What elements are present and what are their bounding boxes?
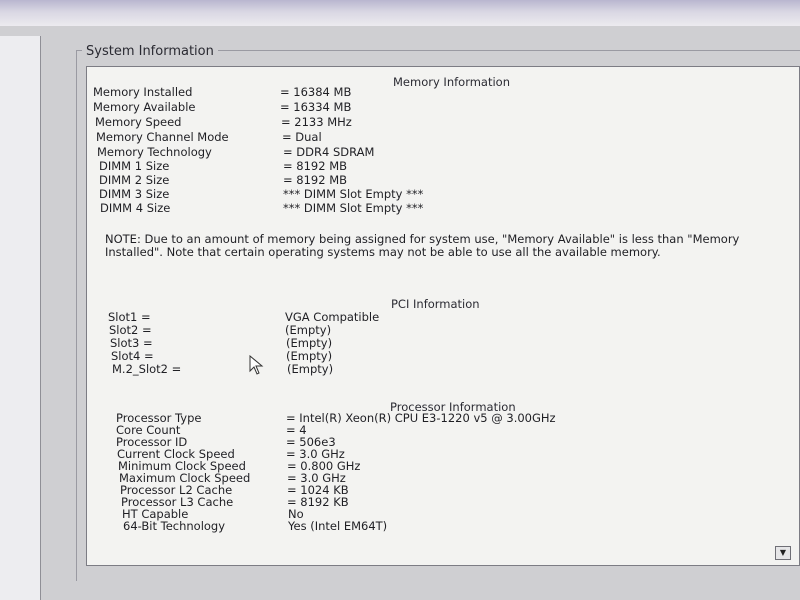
window-top-bar — [0, 0, 800, 26]
left-navigation-panel[interactable] — [0, 36, 41, 600]
processor-section-title: Processor Information — [390, 400, 516, 414]
system-information-panel[interactable]: Memory Information Memory Installed = 16384 MB Memory Available = 16334 MB Memory Speed = 2133 MHz Memory Channel Mode = Dual Memory Technology = DDR4 SDRAM DIMM 1 Size = 8192 MB DIMM 2 Size = 8192 MB DIMM 3 Size *** DIMM Slot Empty *** DIMM 4 Size *** DIMM Slot Empty *** NOTE: Due to an amount of memory being assigned for system use, "Memory Available" is less than "Memory Installed". Note that certain operating systems may not be able to use all the available memory. PCI Information Slot1 = VGA Compatible Slot2 = (Empty) Slot3 = (Empty) Slot4 = (Empty) M.2_Slot2 = (Empty) Processor Information Processor Type = Intel(R) Xeon(R) CPU E3-1220 v5 @ 3.00GHz Core Count = 4 Processor ID = 506e3 Current Clock Speed = 3.0 GHz Minimum Clock Speed = 0.800 GHz Maximum Clock Speed = 3.0 GHz Processor L2 Cache = 1024 KB Processor L3 Cache = 8192 KB HT Capable No 64-Bit Technology Yes (Intel EM64T) — [86, 66, 800, 566]
pci-section-title: PCI Information — [391, 297, 480, 311]
scroll-down-arrow-icon[interactable]: ▼ — [775, 546, 791, 560]
memory-note: NOTE: Due to an amount of memory being assigned for system use, "Memory Available" is less than "Memory Installed". Note that certain operating systems may not be able to use all the available memory. — [105, 232, 740, 259]
mouse-pointer-icon — [248, 355, 266, 375]
system-information-title: System Information — [82, 44, 218, 59]
memory-section-title: Memory Information — [393, 75, 510, 89]
